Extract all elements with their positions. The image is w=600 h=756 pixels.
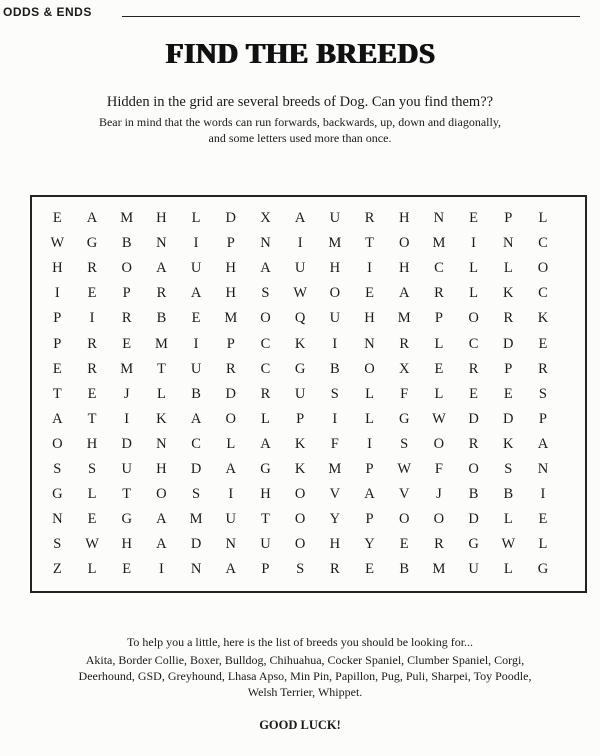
grid-letter: S — [53, 536, 62, 553]
grid-letter: H — [52, 260, 63, 277]
grid-letter: S — [261, 285, 270, 302]
grid-letter: W — [432, 410, 446, 427]
grid-letter: D — [121, 435, 132, 452]
grid-letter: N — [260, 235, 271, 252]
grid-letter: I — [54, 285, 60, 302]
grid-letter: U — [329, 210, 341, 227]
breed-list — [40, 652, 570, 700]
grid-letter: N — [190, 561, 202, 578]
grid-letter: R — [538, 360, 548, 377]
grid-letter: H — [398, 210, 410, 227]
grid-letter: G — [52, 486, 63, 503]
grid-letter: I — [228, 486, 234, 503]
grid-letter: M — [120, 360, 134, 377]
grid-letter: O — [433, 435, 445, 452]
grid-letter: V — [398, 486, 410, 503]
grid-letter: R — [156, 285, 167, 302]
grid-letter: O — [260, 310, 271, 327]
grid-letter: B — [121, 235, 132, 252]
grid-letter: R — [330, 561, 340, 578]
grid-letter: K — [294, 460, 306, 477]
grid-letter: A — [156, 260, 167, 277]
grid-letter: T — [122, 486, 132, 503]
grid-letter: C — [538, 285, 548, 302]
grid-letter: M — [154, 335, 168, 352]
grid-letter: R — [503, 310, 514, 327]
grid-letter: H — [225, 285, 237, 302]
grid-letter: E — [538, 335, 548, 352]
grid-letter: E — [365, 285, 374, 302]
grid-letter: Y — [364, 536, 375, 553]
grid-letter: N — [503, 235, 514, 252]
grid-letter: O — [364, 360, 375, 377]
breed-list-line: Akita, Border Collie, Boxer, Bulldog, Chihuahua, Cocker Spaniel, Clumber Spaniel, Corgi, — [85, 653, 525, 667]
grid-letter: L — [538, 210, 548, 227]
grid-letter: C — [260, 335, 271, 352]
grid-letter: L — [503, 561, 513, 578]
grid-letter: R — [121, 310, 132, 327]
grid-letter: H — [260, 486, 271, 503]
section-label: ODDS & ENDS — [3, 5, 92, 19]
grid-letter: P — [504, 210, 513, 227]
grid-letter: W — [85, 536, 99, 553]
grid-letter: A — [156, 536, 167, 553]
grid-letter: R — [87, 335, 97, 352]
grid-letter: A — [156, 511, 167, 528]
grid-letter: O — [398, 511, 410, 528]
grid-letter: K — [294, 335, 306, 352]
grid-letter: H — [156, 460, 167, 477]
grid-letter: D — [503, 335, 514, 352]
grid-letter: I — [193, 235, 199, 252]
grid-letter: O — [433, 511, 445, 528]
grid-letter: L — [156, 385, 166, 402]
grid-letter: U — [190, 360, 202, 377]
grid-letter: O — [52, 435, 63, 452]
grid-letter: H — [86, 435, 98, 452]
grid-letter: R — [87, 360, 97, 377]
grid-letter: H — [329, 536, 341, 553]
grid-letter: B — [503, 486, 514, 503]
grid-letter: D — [225, 385, 237, 402]
grid-letter: D — [225, 210, 237, 227]
grid-letter: L — [469, 260, 479, 277]
grid-letter: I — [124, 410, 130, 427]
grid-letter: H — [225, 260, 237, 277]
grid-letter: I — [367, 260, 372, 277]
grid-letter: O — [468, 310, 479, 327]
grid-letter: S — [296, 561, 305, 578]
grid-letter: X — [260, 210, 271, 227]
grid-letter: M — [328, 235, 342, 252]
grid-letter: O — [329, 285, 341, 302]
grid-letter: S — [192, 486, 201, 503]
grid-letter: P — [53, 335, 62, 352]
grid-letter: N — [156, 435, 167, 452]
grid-letter: N — [225, 536, 237, 553]
grid-letter: J — [123, 385, 130, 402]
grid-letter: O — [156, 486, 167, 503]
grid-letter: R — [87, 260, 97, 277]
grid-letter: S — [53, 460, 62, 477]
grid-letter: A — [86, 210, 98, 227]
grid-letter: E — [538, 511, 548, 528]
grid-letter: M — [328, 460, 342, 477]
grid-letter: L — [226, 435, 236, 452]
grid-letter: C — [434, 260, 444, 277]
grid-letter: S — [400, 435, 409, 452]
grid-letter: A — [190, 285, 202, 302]
grid-letter: E — [87, 385, 97, 402]
grid-letter: G — [121, 511, 132, 528]
grid-letter: P — [122, 285, 131, 302]
grid-letter: F — [330, 435, 339, 452]
grid-letter: U — [329, 310, 341, 327]
grid-letter: R — [225, 360, 236, 377]
grid-letter: C — [260, 360, 271, 377]
grid-letter: L — [87, 561, 97, 578]
grid-letter: Q — [294, 310, 306, 327]
grid-letter: L — [87, 486, 97, 503]
grid-letter: K — [503, 435, 514, 452]
grid-letter: A — [190, 410, 202, 427]
grid-letter: A — [260, 435, 271, 452]
grid-letter: E — [365, 561, 374, 578]
grid-letter: R — [260, 385, 271, 402]
grid-letter: D — [503, 410, 514, 427]
grid-letter: A — [294, 210, 306, 227]
grid-letter: U — [225, 511, 237, 528]
grid-letter: F — [434, 460, 443, 477]
grid-letter: R — [468, 435, 479, 452]
grid-letter: W — [397, 460, 412, 477]
good-luck-text: GOOD LUCK! — [259, 718, 341, 732]
grid-letter: E — [87, 511, 97, 528]
grid-letter: B — [156, 310, 167, 327]
grid-letter: T — [261, 511, 270, 528]
grid-letter: P — [226, 235, 235, 252]
grid-letter: R — [434, 285, 444, 302]
grid-letter: Y — [329, 511, 341, 528]
page-title: FIND THE BREEDS — [165, 38, 435, 70]
helper-text: To help you a little, here is the list of breeds you should be looking for... — [126, 635, 474, 649]
grid-letter: K — [294, 435, 306, 452]
grid-letter: D — [190, 536, 202, 553]
grid-letter: U — [121, 460, 132, 477]
grid-letter: L — [191, 210, 201, 227]
grid-letter: G — [260, 460, 271, 477]
grid-letter: P — [226, 335, 235, 352]
grid-letter: I — [540, 486, 546, 503]
grid-letter: P — [434, 310, 443, 327]
grid-letter: Z — [52, 561, 62, 578]
grid-letter: E — [122, 561, 132, 578]
grid-letter: U — [190, 260, 202, 277]
grid-letter: E — [122, 335, 132, 352]
grid-letter: F — [400, 385, 409, 402]
grid-letter: R — [364, 210, 375, 227]
grid-letter: A — [225, 460, 237, 477]
grid-letter: L — [434, 335, 444, 352]
grid-letter: I — [332, 410, 338, 427]
grid-letter: I — [193, 335, 199, 352]
grid-letter: N — [156, 235, 167, 252]
grid-letter: M — [224, 310, 238, 327]
grid-letter: T — [52, 385, 62, 402]
breed-list-line: Deerhound, GSD, Greyhound, Lhasa Apso, Min Pin, Papillon, Pug, Puli, Sharpei, Toy Poodle, — [78, 669, 532, 683]
grid-letter: H — [398, 260, 410, 277]
grid-letter: T — [87, 410, 97, 427]
grid-letter: W — [501, 536, 516, 553]
grid-letter: G — [398, 410, 410, 427]
grid-letter: C — [191, 435, 201, 452]
grid-letter: A — [52, 410, 63, 427]
grid-letter: B — [468, 486, 479, 503]
grid-letter: I — [158, 561, 164, 578]
grid-letter: O — [225, 410, 237, 427]
grid-letter: I — [89, 310, 95, 327]
grid-letter: A — [364, 486, 375, 503]
grid-letter: K — [537, 310, 549, 327]
grid-letter: H — [329, 260, 341, 277]
grid-letter: P — [538, 410, 547, 427]
grid-letter: E — [191, 310, 201, 327]
grid-letter: P — [504, 360, 513, 377]
grid-letter: A — [260, 260, 271, 277]
grid-letter: R — [434, 536, 444, 553]
grid-letter: E — [503, 385, 513, 402]
grid-letter: T — [156, 360, 166, 377]
grid-letter: P — [296, 410, 305, 427]
grid-letter: S — [330, 385, 339, 402]
grid-letter: E — [52, 210, 62, 227]
grid-letter: H — [364, 310, 375, 327]
grid-letter: C — [468, 335, 479, 352]
grid-letter: W — [293, 285, 307, 302]
grid-letter: X — [398, 360, 410, 377]
intro-instructions — [0, 114, 600, 146]
grid-letter: O — [121, 260, 132, 277]
grid-letter: N — [537, 460, 549, 477]
grid-letter: W — [50, 235, 65, 252]
grid-letter: L — [434, 385, 444, 402]
grid-letter: R — [399, 335, 410, 352]
grid-letter: G — [468, 536, 479, 553]
grid-letter: A — [537, 435, 549, 452]
grid-letter: M — [432, 235, 446, 252]
grid-letter: N — [364, 335, 375, 352]
grid-letter: L — [365, 410, 374, 427]
grid-letter: G — [294, 360, 306, 377]
word-search-grid — [40, 206, 560, 582]
grid-letter: O — [294, 486, 306, 503]
grid-letter: O — [468, 460, 479, 477]
grid-letter: D — [190, 460, 202, 477]
grid-letter: G — [86, 235, 98, 252]
grid-letter: B — [330, 360, 340, 377]
grid-letter: U — [294, 385, 306, 402]
grid-letter: T — [365, 235, 374, 252]
header-rule — [122, 16, 580, 17]
grid-letter: I — [297, 235, 303, 252]
grid-letter: S — [538, 385, 547, 402]
grid-letter: S — [87, 460, 97, 477]
grid-letter: E — [434, 360, 444, 377]
grid-letter: U — [468, 561, 479, 578]
grid-letter: O — [294, 536, 306, 553]
grid-letter: B — [399, 561, 410, 578]
grid-letter: N — [433, 210, 445, 227]
intro-line-2: Bear in mind that the words can run forwards, backwards, up, down and diagonally, — [98, 115, 502, 129]
grid-letter: U — [294, 260, 306, 277]
grid-letter: M — [397, 310, 411, 327]
grid-letter: M — [120, 210, 134, 227]
grid-letter: J — [436, 486, 442, 503]
breed-list-line: Welsh Terrier, Whippet. — [247, 685, 363, 699]
grid-letter: N — [52, 511, 63, 528]
intro-line-1: Hidden in the grid are several breeds of Dog. Can you find them?? — [106, 94, 494, 110]
grid-letter: D — [468, 511, 479, 528]
grid-letter: D — [468, 410, 479, 427]
grid-letter: O — [294, 511, 306, 528]
grid-letter: L — [503, 511, 513, 528]
grid-letter: U — [260, 536, 271, 553]
grid-letter: H — [156, 210, 167, 227]
grid-letter: K — [503, 285, 514, 302]
grid-letter: P — [365, 460, 374, 477]
grid-letter: G — [537, 561, 549, 578]
grid-letter: I — [332, 335, 338, 352]
grid-letter: K — [156, 410, 167, 427]
grid-letter: O — [398, 235, 410, 252]
grid-letter: E — [469, 385, 479, 402]
grid-letter: E — [469, 210, 479, 227]
grid-letter: C — [538, 235, 548, 252]
grid-letter: H — [121, 536, 132, 553]
grid-letter: O — [537, 260, 549, 277]
grid-letter: B — [191, 385, 201, 402]
grid-letter: A — [398, 285, 410, 302]
grid-letter: P — [261, 561, 270, 578]
grid-letter: L — [469, 285, 479, 302]
grid-letter: A — [225, 561, 237, 578]
grid-letter: M — [432, 561, 446, 578]
grid-letter: E — [399, 536, 409, 553]
grid-letter: E — [52, 360, 62, 377]
grid-letter: P — [53, 310, 62, 327]
grid-letter: E — [87, 285, 97, 302]
grid-letter: L — [261, 410, 270, 427]
grid-letter: R — [468, 360, 479, 377]
grid-letter: L — [365, 385, 374, 402]
grid-letter: I — [471, 235, 477, 252]
grid-letter: M — [189, 511, 203, 528]
grid-letter: P — [365, 511, 374, 528]
grid-letter: S — [504, 460, 513, 477]
grid-letter: V — [329, 486, 341, 503]
grid-letter: L — [503, 260, 513, 277]
grid-letter: L — [538, 536, 548, 553]
grid-letter: I — [367, 435, 372, 452]
intro-line-3: and some letters used more than once. — [208, 131, 392, 145]
